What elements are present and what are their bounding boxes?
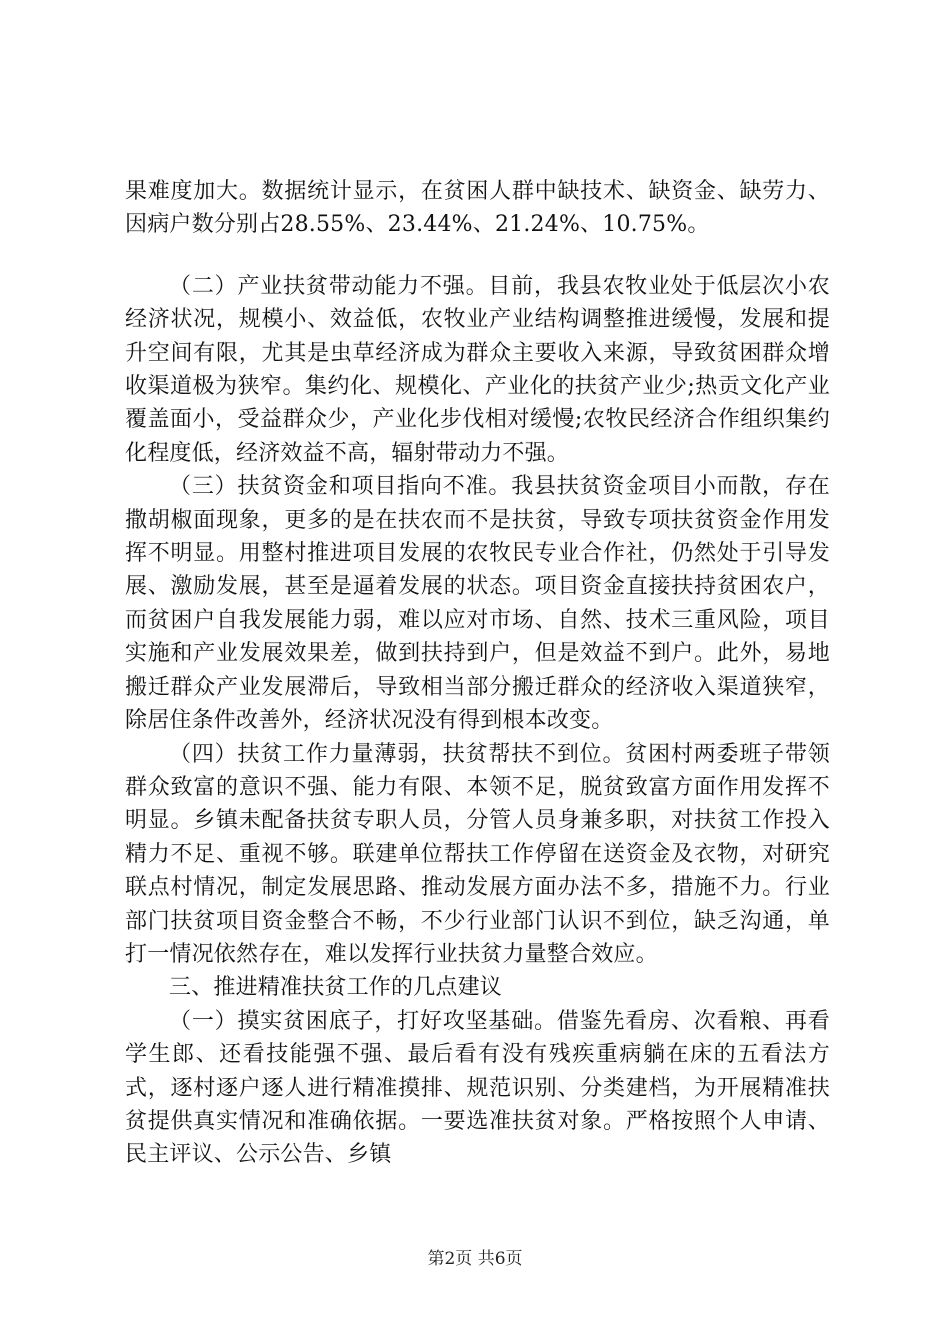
paragraph-section-4: （四）扶贫工作力量薄弱，扶贫帮扶不到位。贫困村两委班子带领群众致富的意识不强、能力有限、本领不足，脱贫致富方面作用发挥不明显。乡镇未配备扶贫专职人员，分管人员身兼多职，对扶贫工作投入精力不足、重视不够。联建单位帮扶工作停留在送资金及衣物，对研究联点村情况，制定发展思路、推动发展方面办法不多，措施不力。行业部门扶贫项目资金整合不畅，不少行业部门认识不到位，缺乏沟通，单打一情况依然存在，难以发挥行业扶贫力量整合效应。 [125, 741, 830, 967]
paragraph-section-2: （二）产业扶贫带动能力不强。目前，我县农牧业处于低层次小农经济状况，规模小、效益低，农牧业产业结构调整推进缓慢，发展和提升空间有限，尤其是虫草经济成为群众主要收入来源，导致贫困群众增收渠道极为狭窄。集约化、规模化、产业化的扶贫产业少;热贡文化产业覆盖面小，受益群众少，产业化步伐相对缓慢;农牧民经济合作组织集约化程度低，经济效益不高，辐射带动力不强。 [125, 273, 830, 466]
document-body [125, 175, 830, 1172]
paragraph-continuation: 果难度加大。数据统计显示，在贫困人群中缺技术、缺资金、缺劳力、因病户数分别占28.55%、23.44%、21.24%、10.75%。 [125, 179, 830, 238]
paragraph-section-3: （三）扶贫资金和项目指向不准。我县扶贫资金项目小而散，存在撒胡椒面现象，更多的是在扶农而不是扶贫，导致专项扶贫资金作用发挥不明显。用整村推进项目发展的农牧民专业合作社，仍然处于引导发展、激励发展，甚至是逼着发展的状态。项目资金直接扶持贫困农户，而贫困户自我发展能力弱，难以应对市场、自然、技术三重风险，项目实施和产业发展效果差，做到扶持到户，但是效益不到户。此外，易地搬迁群众产业发展滞后，导致相当部分搬迁群众的经济收入渠道狭窄，除居住条件改善外，经济状况没有得到根本改变。 [125, 474, 830, 734]
page-number-footer: 第2页 共6页 [427, 1249, 523, 1269]
section-heading-suggestions: 三、推进精准扶贫工作的几点建议 [169, 975, 503, 1001]
paragraph-suggestion-1: （一）摸实贫困底子，打好攻坚基础。借鉴先看房、次看粮、再看学生郎、还看技能强不强、最后看有没有残疾重病躺在床的五看法方式，逐村逐户逐人进行精准摸排、规范识别、分类建档，为开展精准扶贫提供真实情况和准确依据。一要选准扶贫对象。严格按照个人申请、民主评议、公示公告、乡镇 [125, 1008, 830, 1168]
